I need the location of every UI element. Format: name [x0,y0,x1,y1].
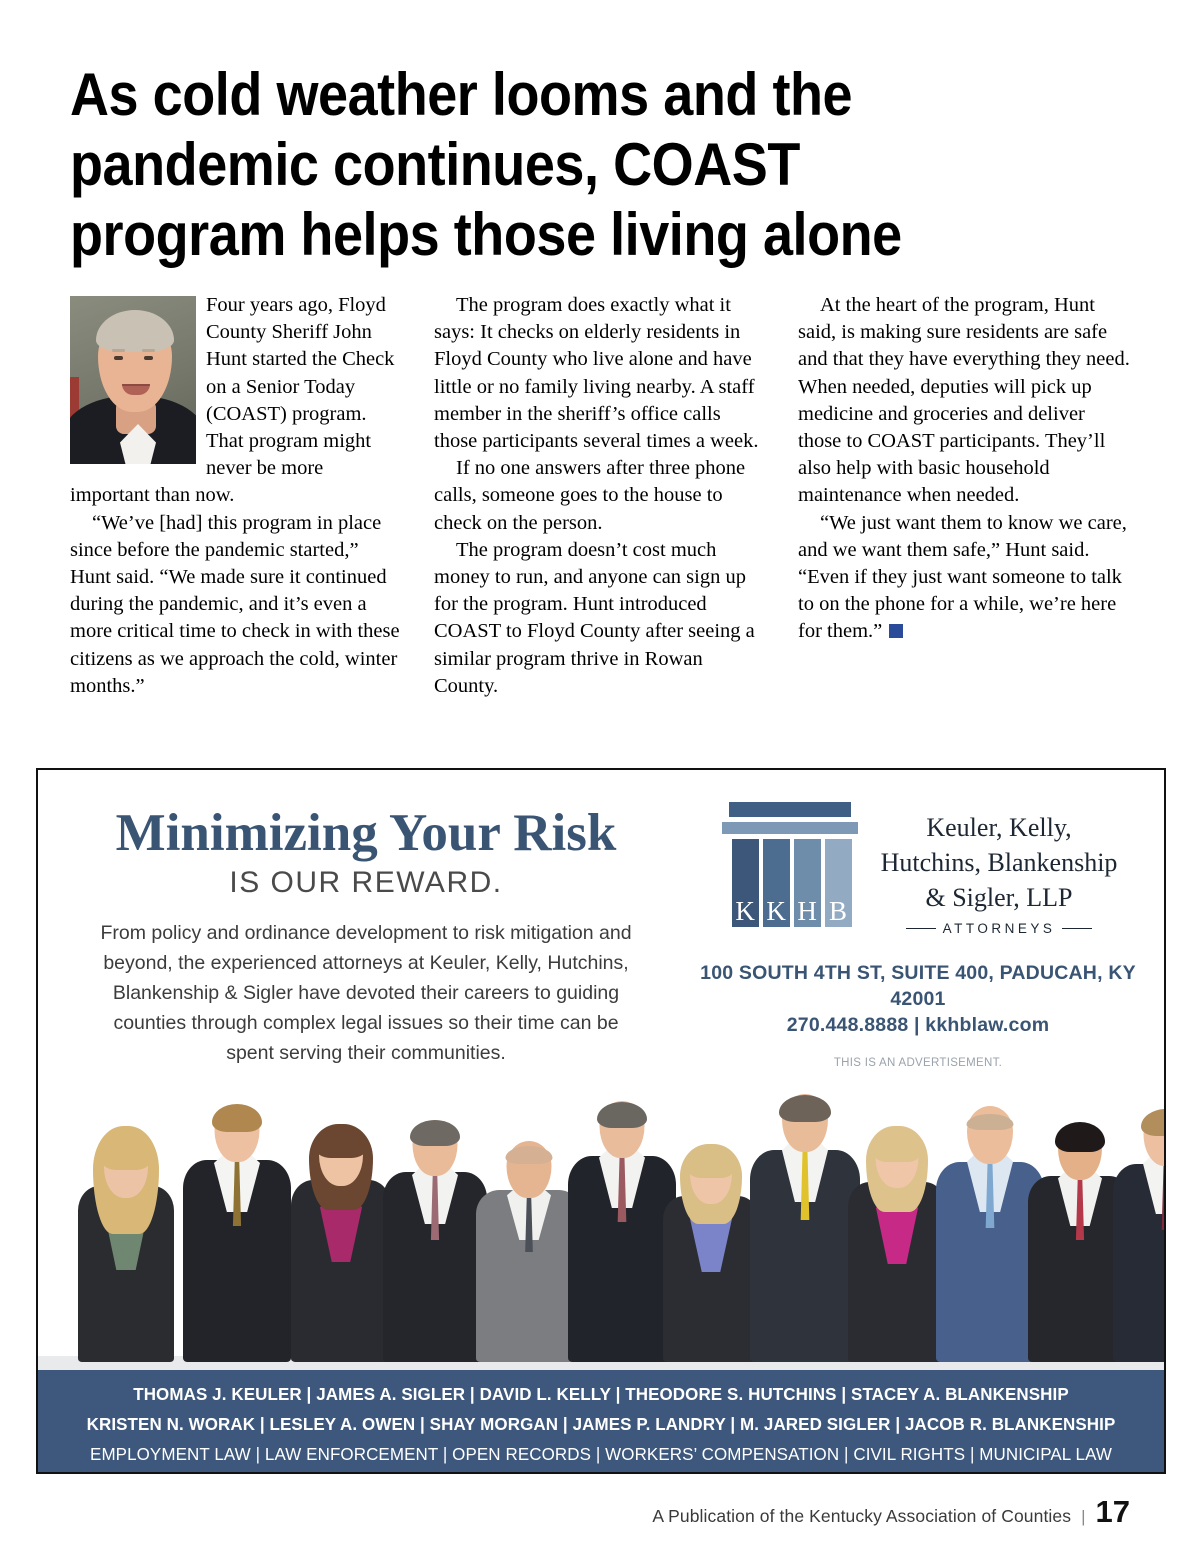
ad-subheadline: IS OUR REWARD. [229,866,503,899]
pillar-column-2 [763,839,790,927]
person-hair [1141,1109,1164,1136]
photo-person-9 [848,1124,946,1362]
paragraph: The program does exactly what it says: It checks on elderly residents in Floyd County who live alone and have little or no family living nearby. A staff member in the sheriff’s office calls those participants several times a week. [434,294,759,453]
firm-name-line-2: Hutchins, Blankenship [880,848,1118,877]
attorney-names-line-1: THOMAS J. KEULER | JAMES A. SIGLER | DAVID L. KELLY | THEODORE S. HUTCHINS | STACEY A. BLANKENSHIP [133,1384,1069,1404]
person-hair [779,1095,831,1122]
person-hair [506,1146,553,1164]
firm-address-block [698,960,1138,1038]
portrait-eye-right [144,356,153,360]
ad-body-copy: From policy and ordinance development to risk mitigation and beyond, the experienced attorneys at Keuler, Kelly, Hutchins, Blankenship & Sigler have devoted their careers to guiding counties through complex legal issues so their time can be spent serving their communities. [100,922,632,1064]
pillar-column-3 [794,839,821,927]
person-hair [1055,1122,1105,1152]
firm-name-line-1: Keuler, Kelly, [926,813,1072,842]
paragraph-final [798,510,1130,646]
advertisement-box [36,768,1166,1474]
portrait-brow-right [142,349,155,352]
tagline-text: ATTORNEYS [942,921,1056,936]
pillar-column-1 [732,839,759,927]
tagline-rule-right [1062,928,1092,930]
photo-person-2 [183,1094,291,1362]
person-hair [967,1114,1014,1130]
article-column-2 [434,292,766,737]
paragraph: At the heart of the program, Hunt said, is making sure residents are safe and that they have everything they need. When needed, deputies will pick up medicine and groceries and deliver those to COAST participants. They’ll also help with basic household maintenance when needed. [798,294,1130,507]
person-hair [597,1102,647,1128]
page-number: 17 [1095,1494,1130,1529]
attorneys-tagline [881,921,1118,936]
photo-person-5 [476,1138,582,1362]
photo-person-3 [291,1120,391,1362]
disclaimer-line-1: THIS IS AN ADVERTISEMENT. [833,1057,1003,1069]
logo-letter: H [797,896,817,926]
firm-name-block [881,812,1118,936]
footer-separator: | [1081,1507,1086,1526]
photo-person-1 [78,1130,174,1362]
firm-logo [698,796,1138,936]
photo-person-7 [663,1142,759,1362]
practice-areas-line: EMPLOYMENT LAW | LAW ENFORCEMENT | OPEN RECORDS | WORKERS’ COMPENSATION | CIVIL RIGHTS | MUNICIPAL LAW [90,1444,1112,1464]
person-hair [212,1104,262,1132]
ad-top-section [38,770,1164,1070]
photo-person-8 [750,1082,860,1362]
paragraph: “We’ve [had] this program in place since before the pandemic started,” Hunt said. “We made sure it continued during the pandemic, and it’s even a more critical time to check in with these citizens as we approach the cold, winter months.” [70,511,400,697]
ad-footer-bar [38,1370,1164,1472]
pillar-cap-upper [729,802,851,817]
firm-name-line-3: & Sigler, LLP [925,883,1073,912]
photo-person-6 [568,1088,676,1362]
photo-person-4 [383,1112,487,1362]
article-column-1 [70,292,402,737]
pillar-cap-lower [722,822,858,834]
page-footer [652,1494,1130,1530]
firm-street-address: 100 SOUTH 4TH ST, SUITE 400, PADUCAH, KY 42001 [700,962,1136,1010]
logo-letter: B [829,896,848,926]
photo-person-12 [1113,1100,1164,1362]
paragraph: Four years ago, Floyd County Sheriff John Hunt started the Check on a Senior Today (COAST) program. That program might never be more important than now. [70,294,395,507]
sheriff-portrait-photo [70,296,196,464]
person-hair [410,1120,460,1146]
pillar-columns [732,839,852,927]
tagline-rule-left [906,928,936,930]
publication-credit: A Publication of the Kentucky Association of Counties [652,1506,1072,1526]
ad-headline: Minimizing Your Risk [115,804,617,862]
article-end-mark [889,624,903,638]
attorney-names-line-2: KRISTEN N. WORAK | LESLEY A. OWEN | SHAY MORGAN | JAMES P. LANDRY | M. JARED SIGLER | JACOB R. BLANKENSHIP [86,1414,1116,1434]
firm-contact[interactable]: 270.448.8888 | kkhblaw.com [786,1014,1050,1036]
logo-letter: K [766,896,786,926]
paragraph: The program doesn’t cost much money to run, and anyone can sign up for the program. Hunt introduced COAST to Floyd County after seeing a similar program thrive in Rowan County. [434,538,755,697]
pillar-logo-icon [719,802,861,936]
portrait-eye-left [114,356,123,360]
ad-brand-block [698,796,1138,1086]
logo-letter: K [735,896,755,926]
article-body [70,292,1130,737]
pillar-column-4 [825,839,852,927]
attorney-group-photo [38,1070,1164,1372]
paragraph-text: “We just want them to know we care, and we want them safe,” Hunt said. “Even if they just want someone to talk to on the phone for a while, we’re here for them.” [798,511,1127,643]
page-title: As cold weather looms and the pandemic continues, COAST program helps those living alone [70,61,902,268]
paragraph: If no one answers after three phone calls, someone goes to the house to check on the person. [434,457,746,534]
article-column-3 [798,292,1130,737]
portrait-brow-left [112,349,125,352]
